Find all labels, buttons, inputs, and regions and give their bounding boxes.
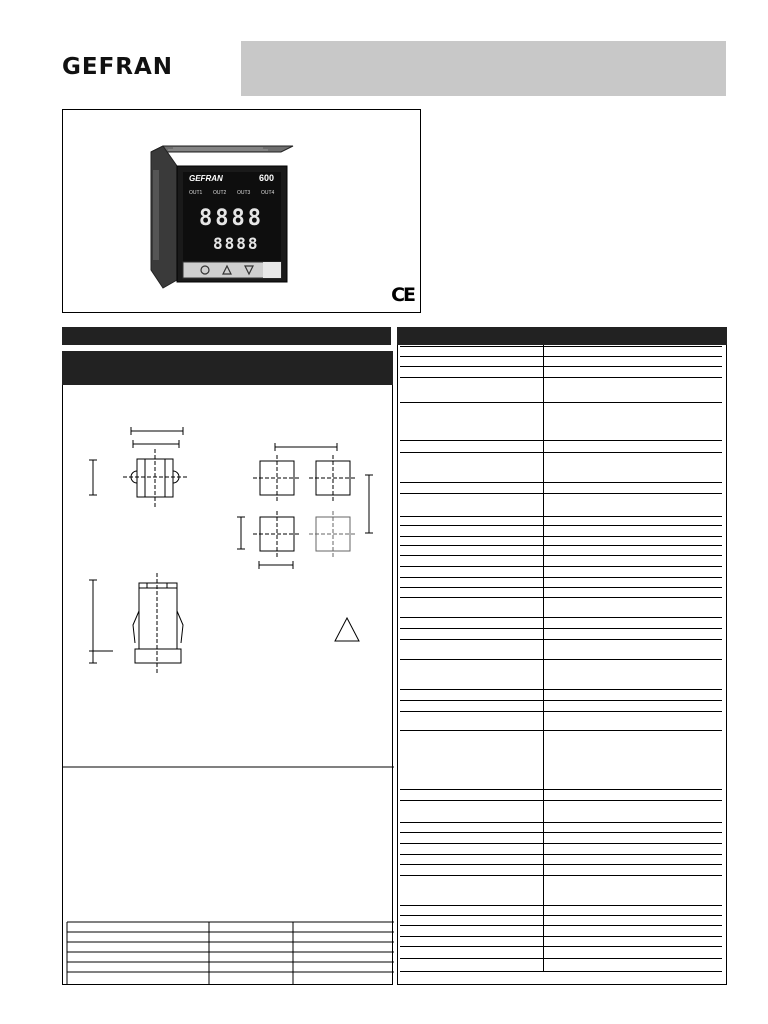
spec-row-line — [400, 789, 722, 790]
spec-row-line — [400, 628, 722, 629]
setpoint-display: 8888 — [213, 234, 260, 253]
spec-row-line — [400, 958, 722, 959]
spec-row-line — [400, 346, 722, 347]
ce-mark-icon: CE — [391, 284, 414, 306]
spec-row-line — [400, 577, 722, 578]
device-model-badge: 600 — [259, 173, 275, 183]
dimensions-panel — [62, 385, 393, 985]
technical-data-panel — [397, 345, 727, 985]
dimension-drawings — [63, 385, 394, 985]
spec-row-line — [400, 617, 722, 618]
spec-row-line — [400, 440, 722, 441]
spec-row-line — [400, 971, 722, 972]
spec-row-line — [400, 356, 722, 357]
title-band — [241, 41, 726, 96]
spec-row-line — [400, 925, 722, 926]
device-brand-label: GEFRAN — [189, 174, 223, 183]
indicator-label-2: OUT2 — [213, 190, 227, 196]
indicator-label-1: OUT1 — [189, 190, 203, 196]
spec-row-line — [400, 689, 722, 690]
spec-row-line — [400, 843, 722, 844]
spec-row-line — [400, 730, 722, 731]
spec-row-line — [400, 832, 722, 833]
spec-row-line — [400, 536, 722, 537]
spec-row-line — [400, 864, 722, 865]
spec-row-line — [400, 800, 722, 801]
warning-triangle-icon — [335, 618, 359, 641]
spec-row-line — [400, 482, 722, 483]
process-value-display: 8888 — [199, 206, 264, 231]
spec-row-line — [400, 402, 722, 403]
spec-row-line — [400, 566, 722, 567]
indicator-label-3: OUT3 — [237, 190, 251, 196]
spec-row-line — [400, 377, 722, 378]
spec-row-line — [400, 936, 722, 937]
spec-row-line — [400, 493, 722, 494]
product-photo-frame — [62, 109, 421, 313]
spec-row-line — [400, 555, 722, 556]
spec-row-line — [400, 597, 722, 598]
brand-logo: GEFRAN — [62, 54, 174, 80]
spec-row-line — [400, 946, 722, 947]
indicator-label-4: OUT4 — [261, 190, 275, 196]
spec-row-line — [400, 525, 722, 526]
spec-row-line — [400, 639, 722, 640]
ordering-table — [63, 920, 394, 990]
left-section-subheader — [62, 351, 393, 385]
spec-row-line — [400, 875, 722, 876]
spec-row-line — [400, 822, 722, 823]
spec-row-line — [400, 659, 722, 660]
left-section-header — [62, 327, 391, 345]
spec-row-line — [400, 545, 722, 546]
spec-row-line — [400, 905, 722, 906]
spec-row-line — [400, 854, 722, 855]
spec-row-line — [400, 700, 722, 701]
spec-row-line — [400, 587, 722, 588]
spec-row-line — [400, 516, 722, 517]
spec-row-line — [400, 452, 722, 453]
spec-row-line — [400, 366, 722, 367]
right-section-header — [397, 327, 727, 345]
spec-row-line — [400, 915, 722, 916]
spec-row-line — [400, 711, 722, 712]
